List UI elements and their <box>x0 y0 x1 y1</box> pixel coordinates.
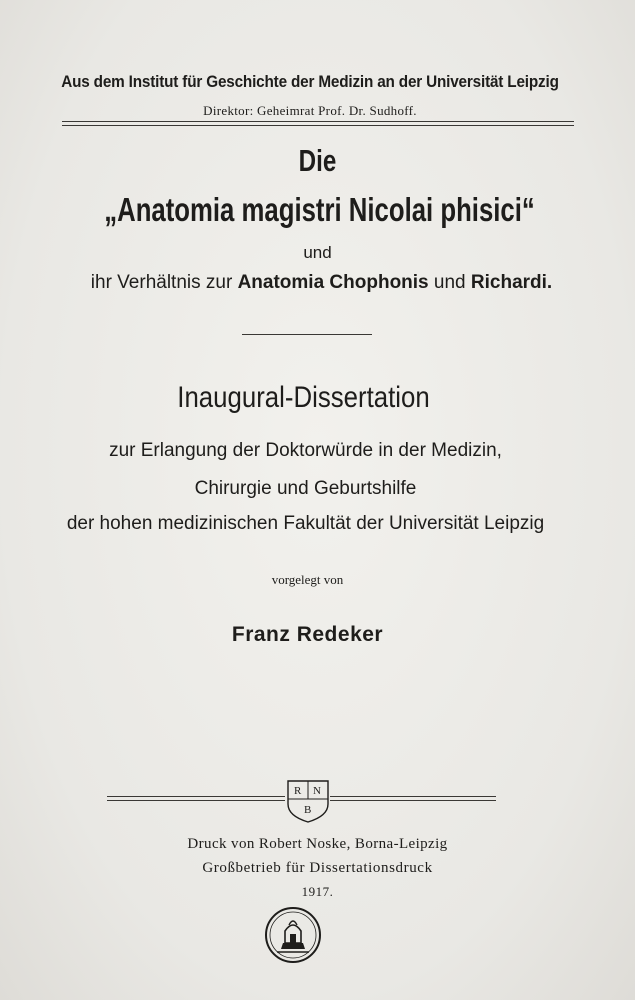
subtitle-prefix: ihr Verhältnis zur <box>90 272 238 293</box>
presented-by: vorgelegt von <box>271 572 344 587</box>
subtitle-bold-1: Anatomia Chophonis <box>237 272 429 293</box>
subtitle-mid: und <box>428 272 471 293</box>
header-rule-secondary <box>62 125 574 126</box>
imprint-rule-right <box>330 796 496 797</box>
main-title: „Anatomia magistri Nicolai phisici“ <box>104 191 535 228</box>
imprint-rule-right-secondary <box>330 800 496 801</box>
imprint-rule-left <box>107 796 285 797</box>
dissertation-line-2: Chirurgie und Geburtshilfe <box>194 478 417 499</box>
author-name: Franz Redeker <box>231 623 384 646</box>
dissertation-line-1: zur Erlangung der Doktorwürde in der Medizin, <box>109 440 502 461</box>
imprint-rule-left-secondary <box>107 800 285 801</box>
emblem-letter-b: B <box>304 804 312 816</box>
dissertation-heading: Inaugural-Dissertation <box>177 381 430 414</box>
emblem-letter-n: N <box>313 785 321 797</box>
subtitle-bold-2: Richardi. <box>470 272 553 293</box>
header-rule <box>62 121 574 122</box>
printer-line: Druck von Robert Noske, Borna-Leipzig <box>187 836 448 852</box>
title-und: und <box>303 243 332 262</box>
monument-seal-icon <box>263 905 323 965</box>
publication-year: 1917. <box>301 884 334 899</box>
institute-line: Aus dem Institut für Geschichte der Medizin an der Universität Leipzig <box>61 72 559 91</box>
section-separator <box>242 334 372 335</box>
title-die: Die <box>298 143 337 178</box>
emblem-letter-r: R <box>294 785 302 797</box>
printer-line-2: Großbetrieb für Dissertationsdruck <box>202 860 433 876</box>
dissertation-line-3: der hohen medizinischen Fakultät der Universität Leipzig <box>66 513 545 534</box>
director-line: Direktor: Geheimrat Prof. Dr. Sudhoff. <box>203 103 417 118</box>
subtitle <box>4 272 635 294</box>
printer-emblem-icon <box>284 778 332 824</box>
